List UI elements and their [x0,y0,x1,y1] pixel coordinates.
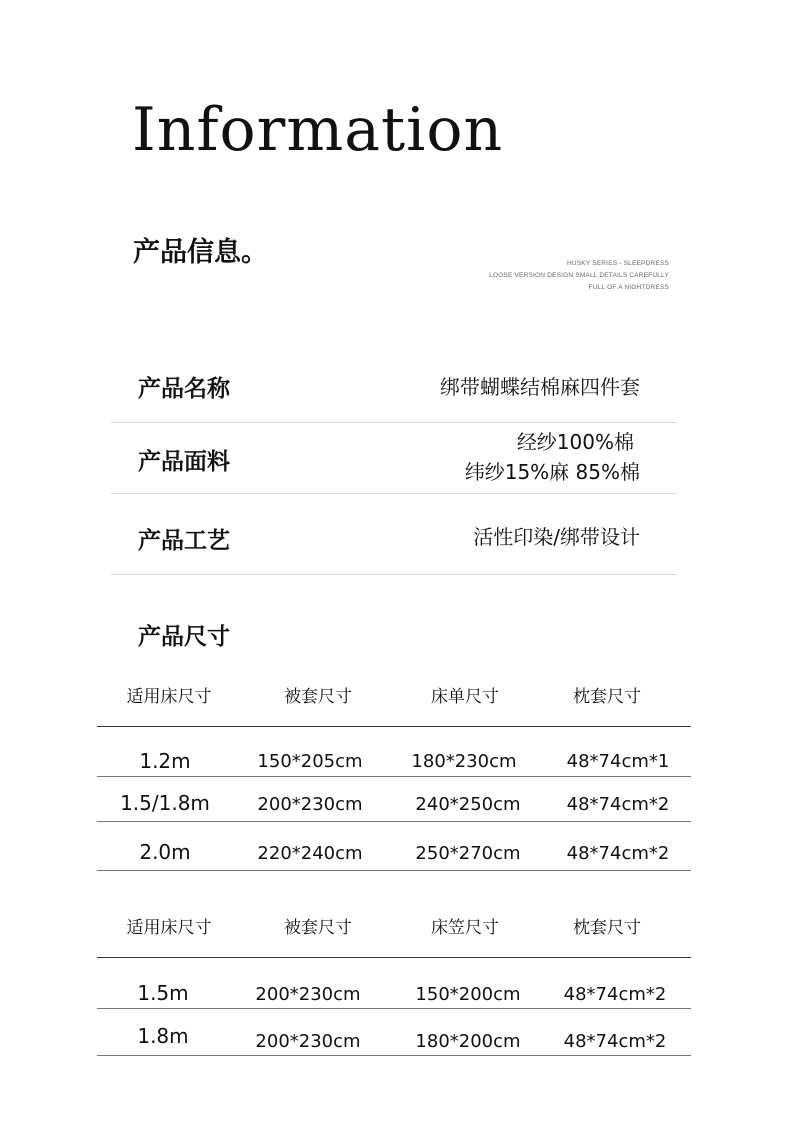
info-label: 产品面料 [138,448,230,475]
size-table-2 [97,897,691,1056]
info-value-line: 绑带蝴蝶结棉麻四件套 [440,375,640,399]
info-value-line: 活性印染/绑带设计 [473,525,640,549]
table-cell: 180*200cm [415,1031,521,1052]
page-subtitle: 产品信息。 [133,237,268,268]
table-cell: 1.2m [139,749,191,773]
tagline-line: FULL OF A NIGHTDRESS [588,284,669,291]
table-cell: 2.0m [139,840,191,864]
table-cell: 180*230cm [411,751,517,772]
table-cell: 150*200cm [415,984,521,1005]
tagline-line: LOOSE VERSION DESIGN SMALL DETAILS CAREFULLY [489,272,669,279]
table-cell: 48*74cm*1 [566,751,670,772]
table-row [97,1009,691,1056]
table-header-cell: 适用床尺寸 [126,687,212,707]
table-header [97,666,691,727]
info-value [440,372,640,402]
table-header-cell: 床单尺寸 [431,687,499,707]
info-value [473,522,640,552]
table-cell: 48*74cm*2 [563,1031,667,1052]
table-cell: 250*270cm [415,843,521,864]
table-header-cell: 枕套尺寸 [573,918,641,938]
table-header-cell: 被套尺寸 [284,918,352,938]
table-row [97,958,691,1009]
table-row [97,777,691,822]
table-header-cell: 适用床尺寸 [126,918,212,938]
tagline-line: HUSKY SERIES - SLEEPDRESS [566,260,669,267]
info-value-line: 经纱100%棉 [516,430,634,454]
table-cell: 48*74cm*2 [563,984,667,1005]
table-cell: 240*250cm [415,794,521,815]
table-row [97,727,691,777]
table-cell: 200*230cm [257,794,363,815]
tagline [489,258,669,294]
size-heading: 产品尺寸 [138,623,230,650]
table-cell: 200*230cm [255,1031,361,1052]
table-header-cell: 床笠尺寸 [431,918,499,938]
table-header [97,897,691,958]
info-label: 产品名称 [138,375,230,402]
table-header-cell: 枕套尺寸 [573,687,641,707]
info-row-craft [111,494,676,575]
info-row-name [111,352,676,423]
info-row-fabric [111,423,676,494]
table-cell: 1.5/1.8m [120,791,210,815]
table-cell: 150*205cm [257,751,363,772]
size-table-1 [97,666,691,871]
table-cell: 220*240cm [257,843,363,864]
table-cell: 48*74cm*2 [566,843,670,864]
info-label: 产品工艺 [138,527,230,554]
table-row [97,822,691,871]
info-value-line: 纬纱15%麻 85%棉 [464,460,640,484]
table-cell: 1.5m [137,981,189,1005]
table-cell: 48*74cm*2 [566,794,670,815]
info-value [465,427,640,487]
table-header-cell: 被套尺寸 [284,687,352,707]
table-cell: 200*230cm [255,984,361,1005]
page-title: Information [132,95,504,165]
table-cell: 1.8m [137,1024,189,1048]
